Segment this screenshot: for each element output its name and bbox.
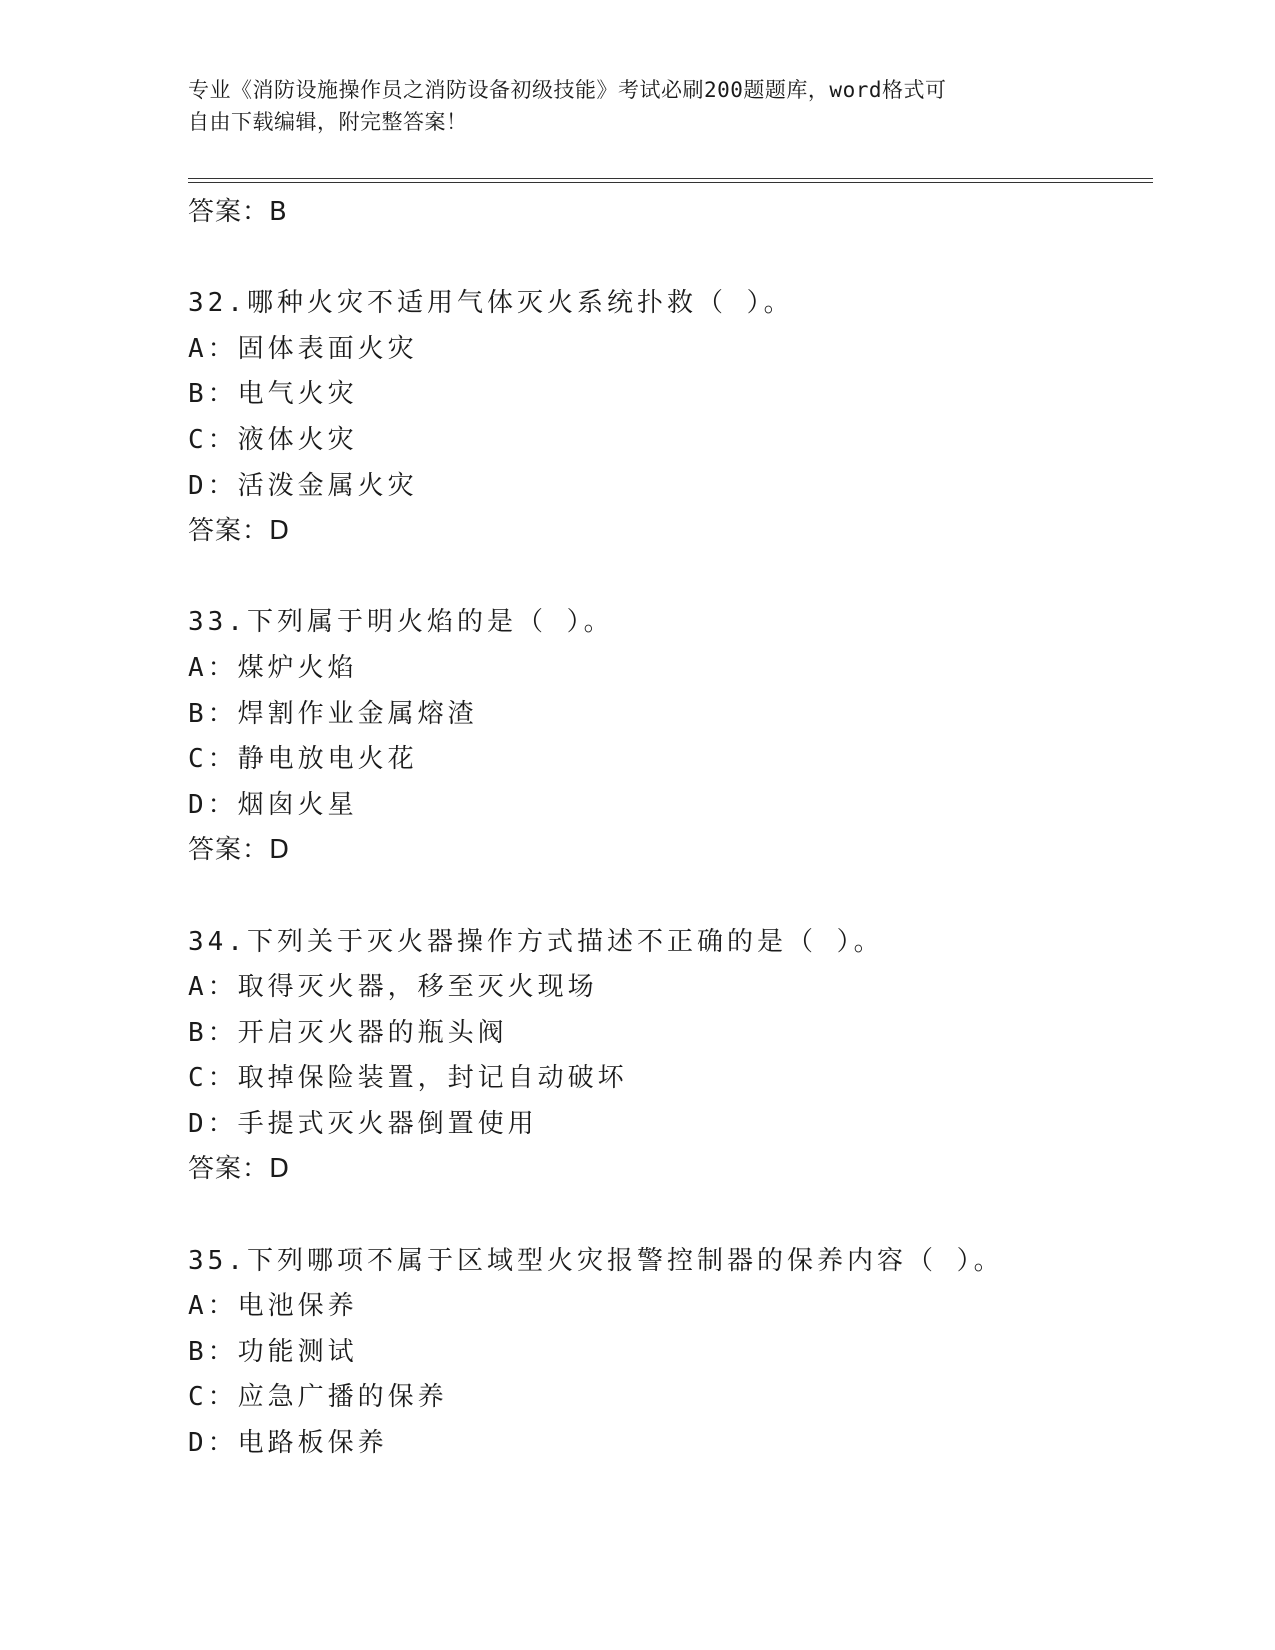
option-a: A：电池保养 (188, 1291, 358, 1322)
question-text: 33.下列属于明火焰的是（ ）。 (188, 607, 614, 638)
option-d: D：烟囱火星 (188, 789, 358, 820)
option-a: A：煤炉火焰 (188, 652, 358, 683)
option-c: C：静电放电火花 (188, 744, 418, 775)
question-block-34 (188, 920, 1148, 1194)
answer-line: 答案：D (188, 516, 291, 547)
option-a: A：取得灭火器，移至灭火现场 (188, 972, 598, 1003)
header-line-2: 自由下载编辑，附完整答案！ (188, 110, 468, 134)
answer-line: 答案：D (188, 835, 291, 866)
document-header (188, 74, 1088, 138)
option-c: C：取掉保险装置，封记自动破坏 (188, 1063, 628, 1094)
question-text: 35.下列哪项不属于区域型火灾报警控制器的保养内容（ ）。 (188, 1245, 1004, 1276)
option-c: C：液体火灾 (188, 424, 358, 455)
option-a: A：固体表面火灾 (188, 333, 418, 364)
question-block-33 (188, 600, 1148, 874)
header-rule-bottom (188, 182, 1153, 183)
question-block-35 (188, 1239, 1148, 1467)
header-rule-top (188, 178, 1153, 179)
answer-line: 答案：B (188, 197, 288, 227)
question-list (188, 190, 1148, 1467)
question-block-32 (188, 281, 1148, 555)
option-d: D：活泼金属火灾 (188, 470, 418, 501)
option-d: D：手提式灭火器倒置使用 (188, 1108, 538, 1139)
option-d: D：电路板保养 (188, 1428, 388, 1459)
header-line-1: 专业《消防设施操作员之消防设备初级技能》考试必刷200题题库，word格式可 (188, 78, 947, 102)
option-b: B：电气火灾 (188, 379, 358, 410)
answer-line: 答案：D (188, 1154, 291, 1185)
option-b: B：开启灭火器的瓶头阀 (188, 1017, 508, 1048)
option-c: C：应急广播的保养 (188, 1382, 448, 1413)
question-text: 32.哪种火灾不适用气体灭火系统扑救（ ）。 (188, 288, 794, 319)
option-b: B：功能测试 (188, 1336, 358, 1367)
question-text: 34.下列关于灭火器操作方式描述不正确的是（ ）。 (188, 926, 884, 957)
option-b: B：焊割作业金属熔渣 (188, 698, 478, 729)
